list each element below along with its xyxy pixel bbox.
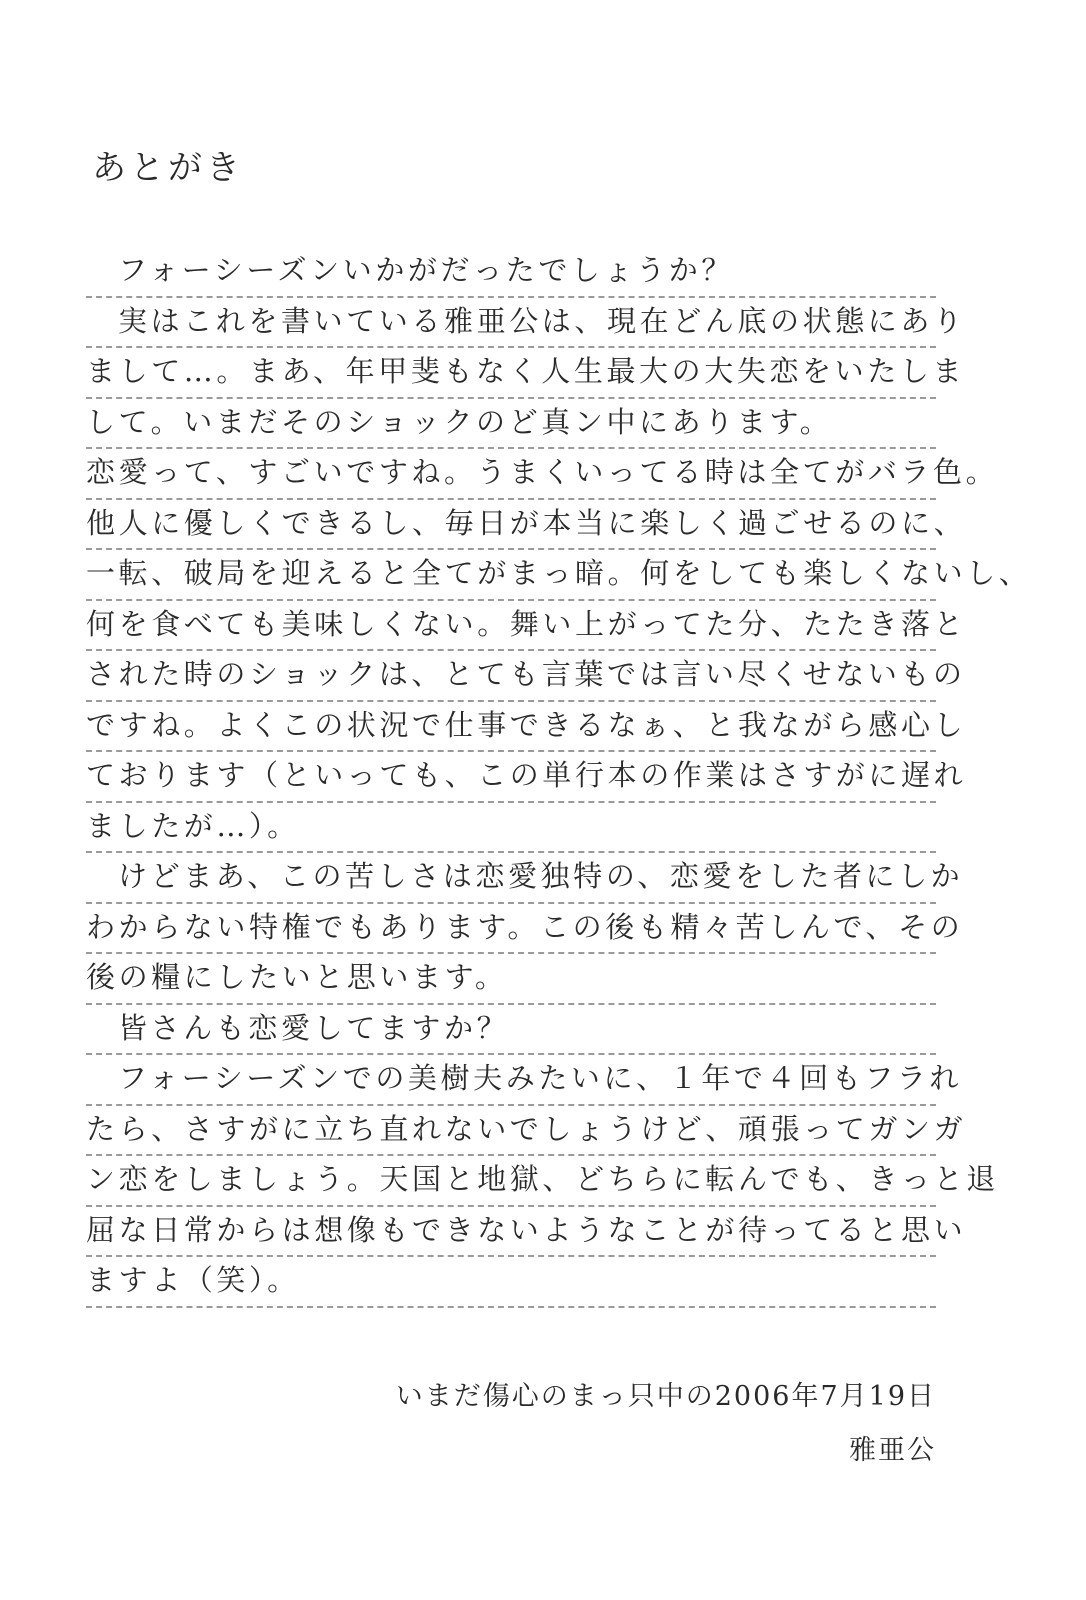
text-line: 一転、破局を迎えると全てがまっ暗。何をしても楽しくないし、 [86,550,936,601]
signature-author: 雅亜公 [849,1435,936,1466]
text-line: たら、さすがに立ち直れないでしょうけど、頑張ってガンガ [86,1106,936,1157]
text-line: 後の糧にしたいと思います。 [86,954,936,1005]
text-line: 他人に優しくできるし、毎日が本当に楽しく過ごせるのに、 [86,500,936,551]
text-line: ン恋をしましょう。天国と地獄、どちらに転んでも、きっと退 [86,1156,936,1207]
signature-date: いまだ傷心のまっ只中の2006年7月19日 [395,1381,936,1412]
text-line: 皆さんも恋愛してますか？ [86,1005,936,1056]
text-line: 屈な日常からは想像もできないようなことが待ってると思い [86,1207,936,1258]
text-line: まして…。まあ、年甲斐もなく人生最大の大失恋をいたしま [86,348,936,399]
text-line: ますよ（笑）。 [86,1257,936,1308]
text-line: 実はこれを書いている雅亜公は、現在どん底の状態にあり [86,298,936,349]
signature-block [396,1370,936,1478]
text-line: して。いまだそのショックのど真ン中にあります。 [86,399,936,450]
text-line: ですね。よくこの状況で仕事できるなぁ、と我ながら感心し [86,702,936,753]
text-line: フォーシーズンでの美樹夫みたいに、１年で４回もフラれ [86,1055,936,1106]
text-line: けどまあ、この苦しさは恋愛独特の、恋愛をした者にしか [86,853,936,904]
text-line: ましたが…）。 [86,803,936,854]
page-title: あとがき [92,148,244,188]
text-line: フォーシーズンいかがだったでしょうか？ [86,247,936,298]
text-line: 何を食べても美味しくない。舞い上がってた分、たたき落と [86,601,936,652]
afterword-body [86,247,1032,1308]
text-line: された時のショックは、とても言葉では言い尽くせないもの [86,651,936,702]
text-line: ております（といっても、この単行本の作業はさすがに遅れ [86,752,936,803]
text-line: わからない特権でもあります。この後も精々苦しんで、その [86,904,936,955]
text-line: 恋愛って、すごいですね。うまくいってる時は全てがバラ色。 [86,449,936,500]
